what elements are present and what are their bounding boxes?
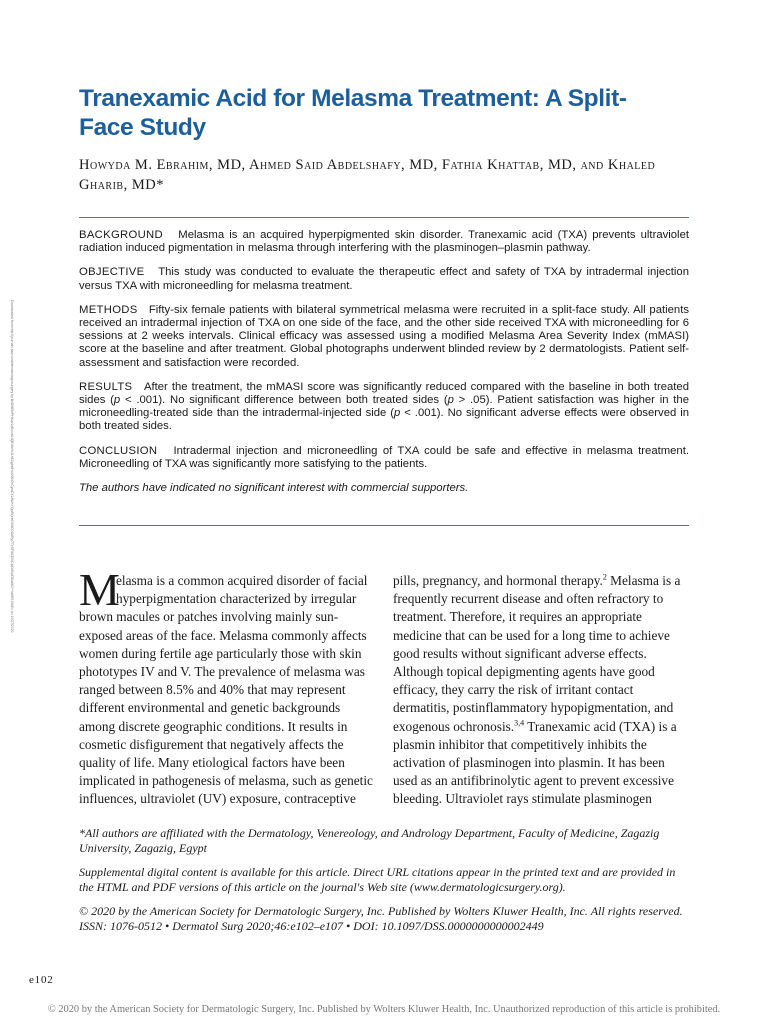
body-text: pills, pregnancy, and hormonal therapy. <box>393 573 603 588</box>
footnotes <box>79 826 691 943</box>
affiliation-note: *All authors are affiliated with the Dermatology, Venereology, and Andrology Department, Faculty of Medicine, Zagazig University, Zagazig, Egypt <box>79 826 660 855</box>
body-line: quality of life. Many etiological factors have been <box>79 755 345 771</box>
download-watermark: Downloaded from http://journals.lww.com/dermatologicsurgery by BhDMf5ePHKav1zEoum1tQfN4a+kJLhEZgbsIHo4XMi0hCywCX1AWnYQp/IlQrHD3i3D0OdRyi7TvSFl4Cf3VC4/OAVpDDa8K2+Ya6H515kE= on 10/27/2020 <box>10 300 14 633</box>
results-text: < .001). No significant adverse effects were observed in both treated sides. <box>79 407 689 433</box>
body-text: exogenous ochronosis. <box>393 718 515 734</box>
background-heading: BACKGROUND <box>79 229 163 241</box>
abstract-bottom-rule <box>79 525 689 526</box>
article-title: Tranexamic Acid for Melasma Treatment: A Split-Face Study <box>79 85 627 141</box>
results-text: > .05). Patient satisfaction was higher in the microneedling-treated side than the intradermal-injected side ( <box>79 394 689 420</box>
abstract-background <box>79 229 689 255</box>
body-line <box>393 718 693 736</box>
supplemental-note: Supplemental digital content is available for this article. Direct URL citations appear in the printed text and are provided in the HTML and PDF versions of this article on the journal's Web site (www.dermatologicsurgery.org). <box>79 865 676 894</box>
body-line: used as an antifibrinolytic agent to prevent excessive <box>393 773 674 789</box>
methods-heading: METHODS <box>79 303 138 316</box>
copyright-note: © 2020 by the American Society for Dermatologic Surgery, Inc. Published by Wolters Kluwer Health, Inc. All rights reserved. <box>79 904 683 918</box>
body-column-left <box>79 564 379 809</box>
page-number: e102 <box>29 974 54 986</box>
body-line: influences, ultraviolet (UV) exposure, contraceptive <box>79 791 356 807</box>
abstract <box>79 229 689 506</box>
abstract-top-rule <box>79 217 689 218</box>
body-column-right <box>393 572 693 809</box>
results-text: After the treatment, the mMASI score was significantly reduced compared with the baseline in both treated sides ( <box>79 380 689 407</box>
body-text: Melasma is a <box>606 573 681 588</box>
citation-superscript: 3,4 <box>514 718 525 728</box>
abstract-methods <box>79 304 689 370</box>
conclusion-text: Intradermal injection and microneedling of TXA could be safe and effective in melasma treatment. Microneedling of TXA was significantly more satisfying to the patients. <box>79 444 689 470</box>
results-text: < .001). No significant difference between both treated sides ( <box>120 394 448 407</box>
body-line: efficacy, they carry the risk of irritant contact <box>393 682 634 698</box>
objective-text: This study was conducted to evaluate the therapeutic effect and safety of TXA by intradermal injection versus TXA with microneedling for melasma treatment. <box>79 266 689 292</box>
body-line: different environmental and genetic backgrounds <box>79 700 341 716</box>
abstract-objective <box>79 266 689 292</box>
objective-heading: OBJECTIVE <box>79 266 145 279</box>
author-list: Howyda M. Ebrahim, MD, Ahmed Said Abdelshafy, MD, Fathia Khattab, MD, and Khaled Gharib, MD* <box>79 157 656 193</box>
drop-cap: M <box>79 564 120 615</box>
body-line: good results without significant adverse effects. <box>393 645 647 661</box>
body-line: exposed areas of the face. Melasma commonly affects <box>79 627 367 643</box>
citation-superscript: 2 <box>602 572 607 582</box>
issn-doi-note: ISSN: 1076-0512 • Dermatol Surg 2020;46:e102–e107 • DOI: 10.1097/DSS.0000000000002449 <box>79 918 544 933</box>
body-line: hyperpigmentation characterized by irregular <box>116 591 357 607</box>
bottom-copyright-notice: © 2020 by the American Society for Dermatologic Surgery, Inc. Published by Wolters Kluwer Health, Inc. Unauthorized reproduction of this article is prohibited. <box>47 1004 721 1015</box>
disclosure-statement: The authors have indicated no significant interest with commercial supporters. <box>79 482 469 495</box>
body-line: dermatitis, postinflammatory hypopigmentation, and <box>393 700 674 716</box>
body-line: implicated in pathogenesis of melasma, such as genetic <box>79 773 373 789</box>
abstract-results <box>79 381 689 434</box>
p-value-symbol: p <box>113 394 121 407</box>
body-line: Although topical depigmenting agents have good <box>393 664 655 680</box>
p-value-symbol: p <box>447 394 454 407</box>
p-value-symbol: p <box>394 407 401 420</box>
body-line: bleeding. Ultraviolet rays stimulate plasminogen <box>393 791 652 807</box>
abstract-conclusion <box>79 445 689 471</box>
body-line: medicine that can be used for a long time to achieve <box>393 627 670 643</box>
conclusion-heading: CONCLUSION <box>79 444 158 457</box>
body-line: cosmetic disfigurement that negatively affects the <box>79 736 344 752</box>
body-line: treatment. Therefore, it requires an appropriate <box>393 609 642 625</box>
body-text: Tranexamic acid (TXA) is a <box>524 718 677 734</box>
body-line: phototypes IV and V. The prevalence of melasma was <box>79 664 365 680</box>
body-line: frequently recurrent disease and often refractory to <box>393 591 664 607</box>
body-line: women during fertile age particularly those with skin <box>79 645 362 661</box>
body-line: brown macules or patches involving mainly sun- <box>79 609 339 625</box>
body-line: activation of plasminogen into plasmin. It has been <box>393 755 665 771</box>
body-line: elasma is a common acquired disorder of facial <box>116 573 368 588</box>
body-line: among discrete geographic conditions. It results in <box>79 718 348 734</box>
background-text: Melasma is an acquired hyperpigmented skin disorder. Tranexamic acid (TXA) prevents ultraviolet radiation induced pigmentation in melasma through interfering with the plasminogen–plasmin pathway. <box>79 229 689 255</box>
results-heading: RESULTS <box>79 380 133 393</box>
body-line: plasmin inhibitor that competitively inhibits the <box>393 736 647 752</box>
body-line <box>393 572 693 590</box>
methods-text: Fifty-six female patients with bilateral symmetrical melasma were recruited in a split-face study. All patients received an intradermal injection of TXA on one side of the face, and the other side received TXA with microneedling for 6 sessions at 2 weeks intervals. Clinical efficacy was assessed using a modified Melasma Area Severity Index (mMASI) score at the baseline and after treatment. Global photographs underwent blinded review by 2 dermatologists. Patient self-assessment and satisfaction were recorded. <box>79 303 689 369</box>
body-line: ranged between 8.5% and 40% that may represent <box>79 682 346 698</box>
